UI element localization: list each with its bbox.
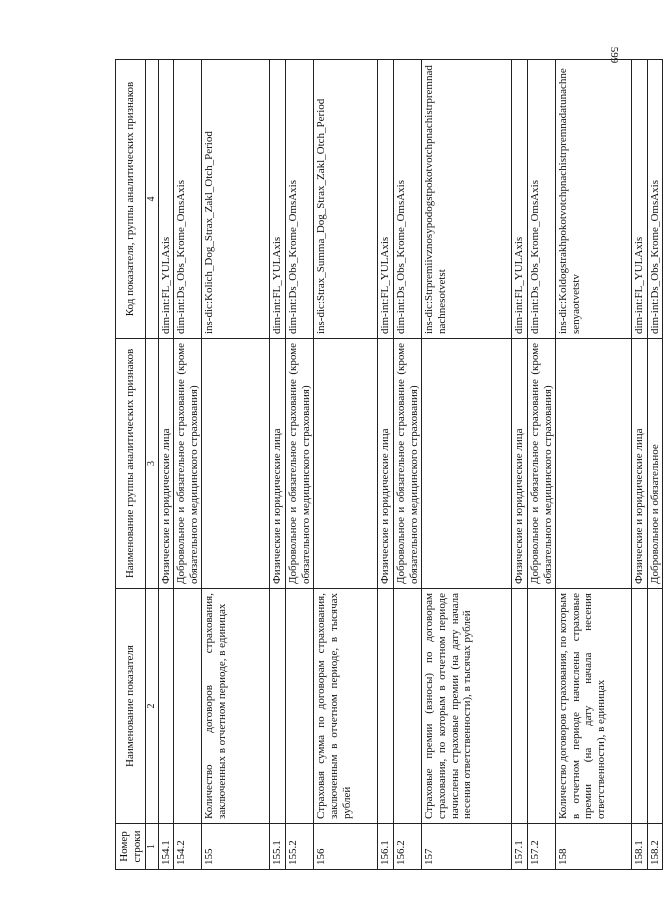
indicator-name [527, 589, 555, 824]
group-name: Физические и юридические лица [270, 339, 286, 589]
table-row [378, 60, 394, 870]
indicator-name [270, 589, 286, 824]
table-row [422, 60, 512, 870]
table-row [647, 60, 663, 870]
table-row [556, 60, 632, 870]
indicator-name [286, 589, 314, 824]
indicator-code: ins-dic:Strax_Summa_Dog_Strax_Zakl_Otch_Period [314, 60, 378, 339]
column-number: 2 [146, 589, 159, 824]
rotated-table-page [115, 60, 661, 870]
indicator-name [647, 589, 663, 824]
row-number: 156.2 [393, 824, 421, 870]
row-number: 157.2 [527, 824, 555, 870]
indicator-name: Количество договоров страхования, заключенных в отчетном периоде, в единицах [202, 589, 270, 824]
indicator-code: dim-int:FL_YULAxis [632, 60, 648, 339]
header-code: Код показателя, группы аналитических признаков [116, 60, 146, 339]
header-row-number: Номер строки [116, 824, 146, 870]
column-number-row [146, 60, 159, 870]
header-group-name: Наименование группы аналитических признаков [116, 339, 146, 589]
indicator-code: dim-int:Ds_Obs_Krome_OmsAxis [393, 60, 421, 339]
table-row [174, 60, 202, 870]
indicator-name [393, 589, 421, 824]
group-name: Добровольное и обязательное страхование (кроме обязательного медицинского страхования) [286, 339, 314, 589]
row-number: 155.2 [286, 824, 314, 870]
indicator-table [115, 59, 663, 870]
table-row [202, 60, 270, 870]
table-row [286, 60, 314, 870]
indicator-code: ins-dic:Strpremiivznosypodogstpokotvotchpnachistrpremnadnachnesotvetst [422, 60, 512, 339]
indicator-code: dim-int:Ds_Obs_Krome_OmsAxis [174, 60, 202, 339]
table-row [527, 60, 555, 870]
indicator-name [174, 589, 202, 824]
row-number: 156 [314, 824, 378, 870]
table-row [393, 60, 421, 870]
group-name [202, 339, 270, 589]
row-number: 157 [422, 824, 512, 870]
column-number: 3 [146, 339, 159, 589]
table-row [632, 60, 648, 870]
group-name: Добровольное и обязательное [647, 339, 663, 589]
indicator-code: dim-int:FL_YULAxis [270, 60, 286, 339]
indicator-code: ins-dic:Kolich_Dog_Strax_Zakl_Otch_Period [202, 60, 270, 339]
indicator-code: dim-int:Ds_Obs_Krome_OmsAxis [286, 60, 314, 339]
indicator-name [512, 589, 528, 824]
group-name: Добровольное и обязательное страхование (кроме обязательного медицинского страхования) [393, 339, 421, 589]
group-name: Физические и юридические лица [632, 339, 648, 589]
indicator-name [158, 589, 174, 824]
group-name [556, 339, 632, 589]
indicator-name: Количество договоров страхования, по которым в отчетном периоде начислены страховые премии (на дату начала несения ответственности), в единицах [556, 589, 632, 824]
column-number: 4 [146, 60, 159, 339]
row-number: 156.1 [378, 824, 394, 870]
row-number: 154.2 [174, 824, 202, 870]
indicator-code: dim-int:FL_YULAxis [378, 60, 394, 339]
row-number: 158.1 [632, 824, 648, 870]
group-name: Физические и юридические лица [512, 339, 528, 589]
header-indicator-name: Наименование показателя [116, 589, 146, 824]
indicator-name [378, 589, 394, 824]
row-number: 155 [202, 824, 270, 870]
table-row [158, 60, 174, 870]
header-row [116, 60, 146, 870]
indicator-name: Страховая сумма по договорам страхования, заключенным в отчетном периоде, в тысячах рублей [314, 589, 378, 824]
indicator-code: ins-dic:Koldogstrakhpokotvotchpnachistrpremnadatunachnesenyaotvetstv [556, 60, 632, 339]
indicator-code: dim-int:FL_YULAxis [158, 60, 174, 339]
group-name: Физические и юридические лица [158, 339, 174, 589]
table-row [270, 60, 286, 870]
group-name: Добровольное и обязательное страхование (кроме обязательного медицинского страхования) [527, 339, 555, 589]
row-number: 155.1 [270, 824, 286, 870]
page-number: 599 [608, 46, 620, 64]
table-row [314, 60, 378, 870]
group-name [422, 339, 512, 589]
indicator-code: dim-int:Ds_Obs_Krome_OmsAxis [647, 60, 663, 339]
indicator-name: Страховые премии (взносы) по договорам страхования, по которым в отчетном периоде начислены страховые премии (на дату начала несения ответственности), в тысячах рублей [422, 589, 512, 824]
group-name: Физические и юридические лица [378, 339, 394, 589]
column-number: 1 [146, 824, 159, 870]
row-number: 154.1 [158, 824, 174, 870]
row-number: 158 [556, 824, 632, 870]
row-number: 158.2 [647, 824, 663, 870]
table-row [512, 60, 528, 870]
row-number: 157.1 [512, 824, 528, 870]
indicator-name [632, 589, 648, 824]
indicator-code: dim-int:Ds_Obs_Krome_OmsAxis [527, 60, 555, 339]
indicator-code: dim-int:FL_YULAxis [512, 60, 528, 339]
group-name: Добровольное и обязательное страхование (кроме обязательного медицинского страхования) [174, 339, 202, 589]
group-name [314, 339, 378, 589]
